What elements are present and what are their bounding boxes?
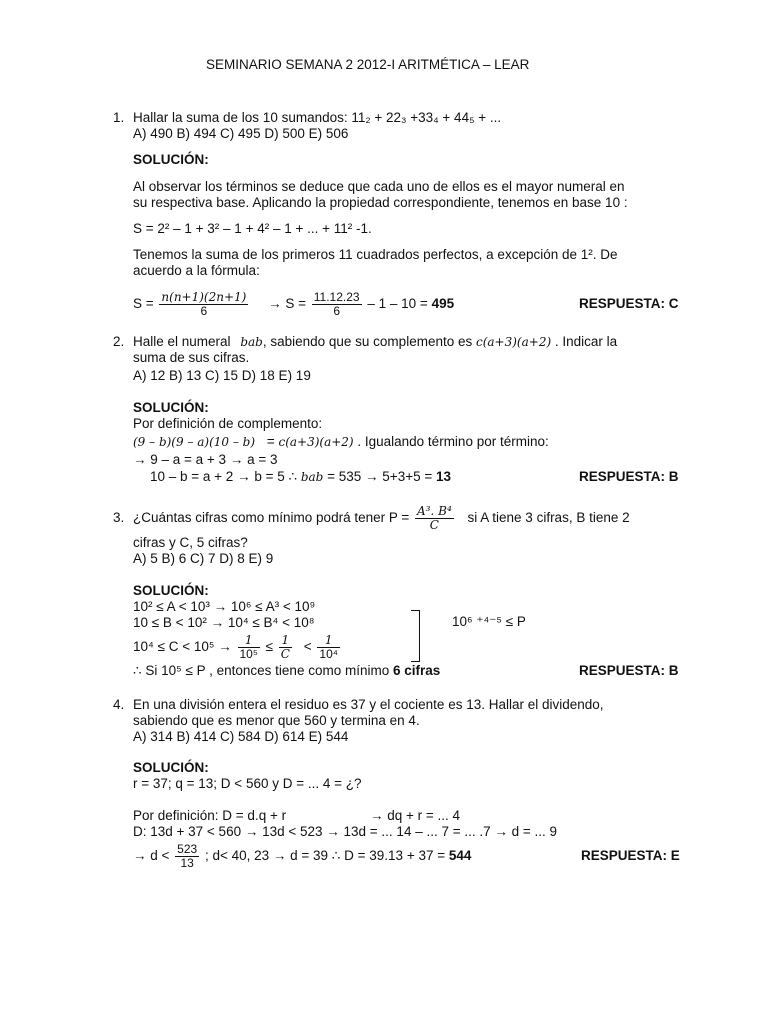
conclusion-line: [133, 841, 471, 871]
question-text: , sabiendo que su complemento es: [262, 334, 473, 349]
question-text: . Indicar la: [554, 334, 618, 349]
problem-number: 1.: [113, 110, 125, 125]
problem-options: A) 490 B) 494 C) 495 D) 500 E) 506: [133, 126, 349, 141]
problem-options: A) 314 B) 414 C) 584 D) 614 E) 544: [133, 729, 349, 744]
solution-label: SOLUCIÓN:: [133, 400, 209, 415]
fraction: [238, 634, 260, 661]
conclusion-bound: 10⁶ ⁺⁴⁻⁵ ≤ P: [452, 614, 526, 629]
problem-question: [133, 502, 630, 534]
question-text: si A tiene 3 cifras, B tiene 2: [467, 510, 630, 525]
solution-text: su respectiva base. Aplicando la propiedad correspondiente, tenemos en base 10 :: [133, 195, 628, 210]
inequality-text: 10⁴ ≤ C < 10⁵ →: [133, 639, 232, 654]
fraction-denominator: 10⁵: [239, 646, 258, 661]
fraction-denominator: 10⁴: [319, 646, 338, 661]
solution-text: → dq + r = ... 4: [370, 808, 461, 823]
answer-label: RESPUESTA: B: [579, 469, 679, 484]
formula-label: S =: [133, 296, 154, 311]
answer-label: RESPUESTA: C: [579, 296, 679, 311]
solution-text: Por definición de complemento:: [133, 416, 323, 431]
fraction-numerator: 1: [317, 634, 340, 648]
sum-expression: S = 2² – 1 + 3² – 1 + 4² – 1 + ... + 11² -1.: [133, 221, 372, 236]
fraction-denominator: 6: [333, 303, 341, 318]
arrow-text: → S =: [268, 296, 306, 311]
equals-sign: =: [266, 434, 275, 449]
solution-text: Al observar los términos se deduce que cada uno de ellos es el mayor numeral en: [133, 179, 625, 194]
fraction-denominator: 6: [200, 303, 208, 318]
problem-number: 3.: [113, 510, 125, 525]
result-value: 6 cifras: [392, 663, 441, 678]
problem-number: 4.: [113, 697, 125, 712]
fraction-numerator: 11.12.23: [313, 289, 360, 304]
question-text: ¿Cuántas cifras como mínimo podrá tener P =: [133, 510, 410, 525]
solution-text: Por definición: D = d.q + r: [133, 808, 287, 823]
solution-text: r = 37; q = 13; D < 560 y D = ... 4 = ¿?: [133, 776, 362, 791]
fraction-numerator: 1: [279, 634, 292, 648]
page-title: SEMINARIO SEMANA 2 2012-I ARITMÉTICA – LEAR: [206, 57, 530, 72]
fraction: [312, 291, 362, 318]
fraction: [175, 843, 199, 870]
question-text: Halle el numeral: [133, 334, 231, 349]
problem-number: 2.: [113, 334, 125, 349]
problem-question: En una división entera el residuo es 37 y el cociente es 13. Hallar el dividendo,: [133, 697, 604, 712]
result-value: 544: [448, 848, 472, 863]
fraction: [415, 505, 454, 532]
conclusion-text: ∴ Si 10⁵ ≤ P , entonces tiene como mínimo: [133, 663, 390, 678]
problem-question: sabiendo que es menor que 560 y termina en 4.: [133, 713, 420, 728]
inequality-sign: ≤: [265, 639, 274, 654]
inequality-line: 10² ≤ A < 10³ → 10⁶ ≤ A³ < 10⁹: [133, 599, 316, 614]
solution-step: → 9 – a = a + 3 → a = 3: [133, 452, 278, 467]
solution-text: Tenemos la suma de los primeros 11 cuadrados perfectos, a excepción de 1². De: [133, 247, 618, 262]
solution-step: [150, 469, 451, 485]
problem-question: cifras y C, 5 cifras?: [133, 535, 248, 550]
answer-label: RESPUESTA: B: [579, 663, 679, 678]
fraction-denominator: 13: [180, 855, 194, 870]
equation-left: (9 – b)(9 – a)(10 – b): [133, 435, 256, 449]
fraction-numerator: 1: [238, 634, 260, 648]
step-text: 10 – b = a + 2 → b = 5 ∴: [150, 469, 298, 484]
fraction-numerator: n(n+1)(2n+1): [161, 289, 247, 304]
equation-tail: . Igualando término por término:: [357, 434, 549, 449]
problem-options: A) 5 B) 6 C) 7 D) 8 E) 9: [133, 551, 274, 566]
solution-label: SOLUCIÓN:: [133, 583, 209, 598]
fraction-numerator: A³. B⁴: [417, 503, 452, 518]
problem-question: [133, 334, 617, 350]
complement-numeral: c(a+3)(a+2): [476, 335, 552, 349]
fraction: [159, 291, 248, 318]
inequality-line: [133, 632, 342, 662]
result-value: 13: [436, 469, 452, 484]
equation-right: c(a+3)(a+2): [278, 435, 354, 449]
solution-text: acuerdo a la fórmula:: [133, 263, 260, 278]
problem-question: suma de sus cifras.: [133, 350, 250, 365]
solution-text: D: 13d + 37 < 560 → 13d < 523 → 13d = ... 14 – ... 7 = ... .7 → d = ... 9: [133, 824, 558, 839]
problem-question: Hallar la suma de los 10 sumandos: 11₂ + 22₃ +33₄ + 44₅ + ...: [133, 110, 502, 125]
equation-line: [133, 434, 549, 450]
solution-label: SOLUCIÓN:: [133, 760, 209, 775]
solution-label: SOLUCIÓN:: [133, 152, 209, 167]
fraction-numerator: 523: [177, 841, 198, 856]
conclusion-text: ; d< 40, 23 → d = 39 ∴ D = 39.13 + 37 =: [204, 848, 446, 863]
fraction-denominator: C: [429, 517, 439, 532]
fraction-denominator: C: [280, 646, 290, 661]
inequality-line: 10 ≤ B < 10² → 10⁴ ≤ B⁴ < 10⁸: [133, 615, 315, 630]
problem-options: A) 12 B) 13 C) 15 D) 18 E) 19: [133, 368, 311, 383]
answer-label: RESPUESTA: E: [581, 848, 680, 863]
numeral: bab: [300, 470, 324, 484]
conclusion-text: → d <: [133, 848, 170, 863]
result-value: 495: [431, 296, 455, 311]
conclusion-line: [133, 663, 440, 679]
inequality-sign: <: [303, 639, 312, 654]
step-text: = 535 → 5+3+5 =: [327, 469, 433, 484]
fraction: [317, 634, 340, 661]
formula-line: [133, 288, 454, 320]
formula-tail: – 1 – 10 =: [367, 296, 428, 311]
fraction: [279, 634, 292, 661]
numeral: bab: [240, 335, 263, 349]
bracket: [411, 610, 420, 662]
